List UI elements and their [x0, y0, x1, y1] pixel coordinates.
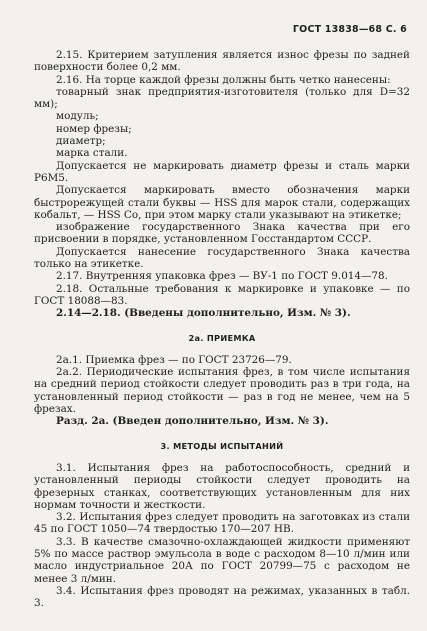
paragraph: 2.15. Критерием затупления является износ фрезы по задней поверхности более 0,2 мм. — [34, 49, 410, 74]
paragraph: 2а.2. Периодические испытания фрез, в том числе испытания на средний период стойкости следует проводить раз в три года, на установленный период стойкости — раз в год не менее, чем на 5 фрезах. — [34, 366, 410, 416]
list-item: модуль; — [56, 110, 99, 123]
paragraph: 3.3. В качестве смазочно-охлаждающей жидкости применяют 5% по массе раствор эмульсола в воде с расходом 8—10 л/мин или масло индустриальное 20А по ГОСТ 20799—75 с расходом не менее 3 л/мин. — [34, 535, 410, 585]
amendment-note: 2.14—2.18. (Введены дополнительно, Изм. № 3). — [56, 307, 351, 320]
page-header: ГОСТ 13838—68 С. 6 — [292, 24, 407, 35]
paragraph: 2а.1. Приемка фрез — по ГОСТ 23726—79. — [56, 353, 292, 366]
paragraph: 3.2. Испытания фрез следует проводить на заготовках из стали 45 по ГОСТ 1050—74 твердостью 170—207 НВ. — [34, 511, 410, 536]
paragraph: Допускается маркировать вместо обозначения марки быстрорежущей стали буквы — HSS для марок стали, содержащих кобальт, — HSS Co, при этом марку стали указывают на этикетке; — [34, 184, 410, 221]
paragraph: Допускается не маркировать диаметр фрезы и сталь марки Р6М5. — [34, 159, 410, 184]
list-item: диаметр; — [56, 135, 106, 148]
paragraph: 2.16. На торце каждой фрезы должны быть четко нанесены: — [56, 73, 391, 86]
section-heading: 3. МЕТОДЫ ИСПЫТАНИЙ — [160, 440, 284, 451]
section-heading: 2а. ПРИЕМКА — [188, 332, 256, 343]
list-item: марка стали. — [56, 147, 128, 160]
paragraph: товарный знак предприятия-изготовителя (только для D=32 мм); — [34, 85, 410, 111]
paragraph: 2.18. Остальные требования к маркировке и упаковке — по ГОСТ 18088—83. — [34, 282, 410, 307]
paragraph: 3.4. Испытания фрез проводят на режимах, указанных в табл. 3. — [34, 584, 410, 610]
paragraph: Допускается нанесение государственного Знака качества только на этикетке. — [34, 245, 410, 271]
paragraph: изображение государственного Знака качества при его присвоении в порядке, установленном Госстандартом СССР. — [34, 221, 410, 246]
list-item: номер фрезы; — [56, 122, 132, 135]
paragraph: 3.1. Испытания фрез на работоспособность, средний и установленный периоды стойкости следует проводить на фрезерных станках, соответствующих установленным для них нормам точности и жесткости. — [34, 461, 410, 511]
document-body — [34, 49, 410, 609]
amendment-note: Разд. 2а. (Введен дополнительно, Изм. № 3). — [56, 415, 329, 428]
paragraph: 2.17. Внутренняя упаковка фрез — ВУ-1 по ГОСТ 9.014—78. — [56, 270, 388, 283]
